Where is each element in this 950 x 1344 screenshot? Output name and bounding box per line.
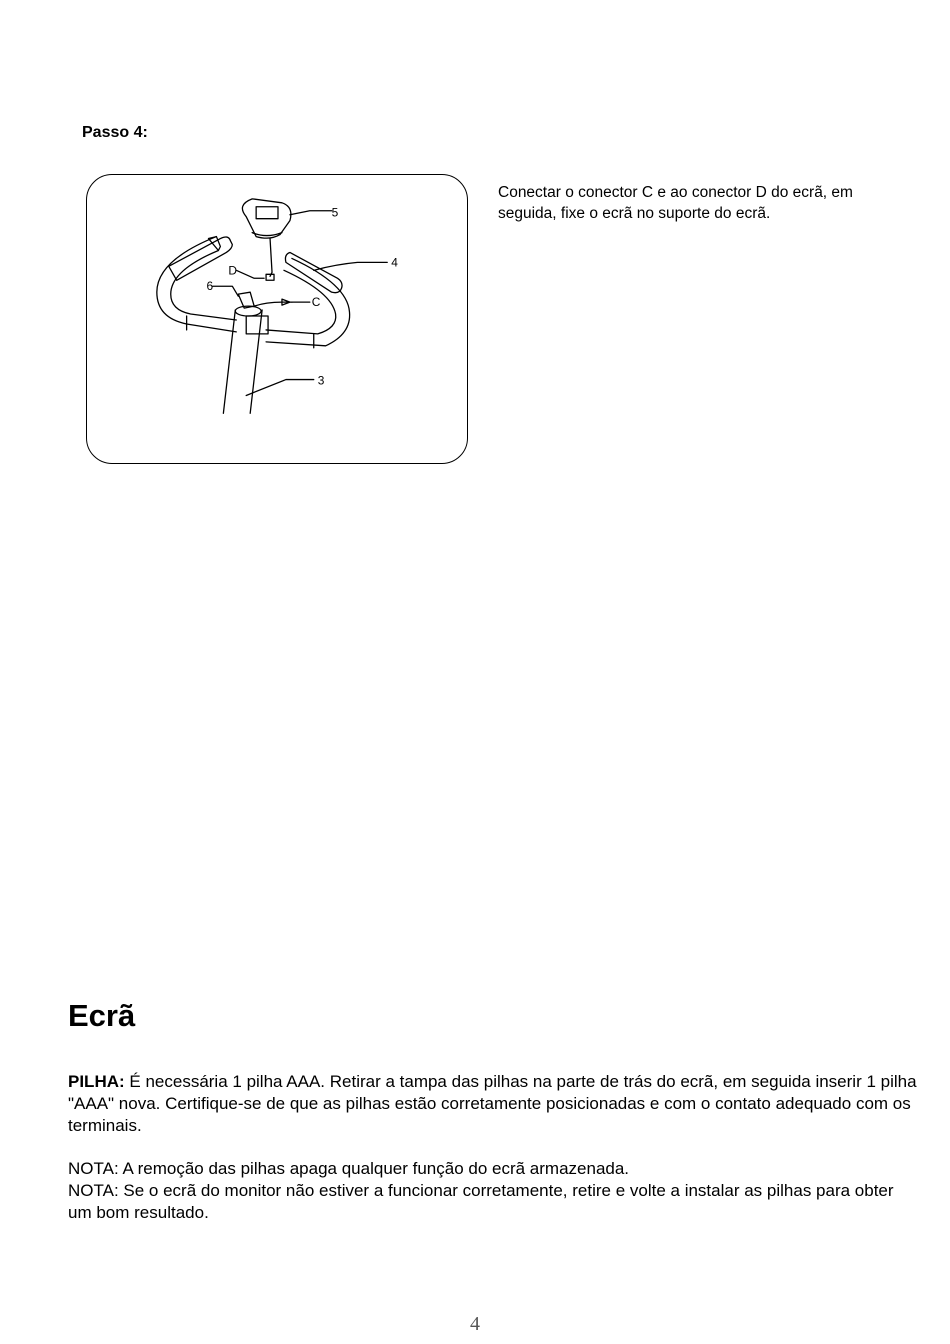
- battery-paragraph: [68, 1071, 918, 1137]
- label-4: 4: [391, 255, 398, 270]
- note-2: NOTA: Se o ecrã do monitor não estiver a funcionar corretamente, retire e volte a instalar as pilhas para obter um bom resultado.: [68, 1181, 894, 1222]
- step-title: Passo 4:: [82, 124, 148, 141]
- assembly-diagram: [86, 174, 468, 464]
- battery-label: PILHA:: [68, 1072, 125, 1091]
- post-3: [223, 310, 262, 413]
- label-C: C: [311, 295, 321, 310]
- label-D: D: [228, 263, 237, 278]
- label-5: 5: [331, 205, 339, 220]
- label-3: 3: [317, 373, 325, 388]
- label-6: 6: [206, 279, 214, 294]
- step-description: Conectar o conector C e ao conector D do ecrã, em seguida, fixe o ecrã no suporte do ecrã.: [498, 184, 853, 222]
- page-number: 4: [470, 1313, 480, 1335]
- notes-block: [68, 1158, 918, 1224]
- battery-text: É necessária 1 pilha AAA. Retirar a tampa das pilhas na parte de trás do ecrã, em seguida inserir 1 pilha "AAA" nova. Certifique-se de que as pilhas estão corretamente posicionadas e com o contato adequado com os terminais.: [68, 1072, 917, 1135]
- section-title: Ecrã: [68, 998, 136, 1033]
- note-1: NOTA: A remoção das pilhas apaga qualquer função do ecrã armazenada.: [68, 1159, 630, 1178]
